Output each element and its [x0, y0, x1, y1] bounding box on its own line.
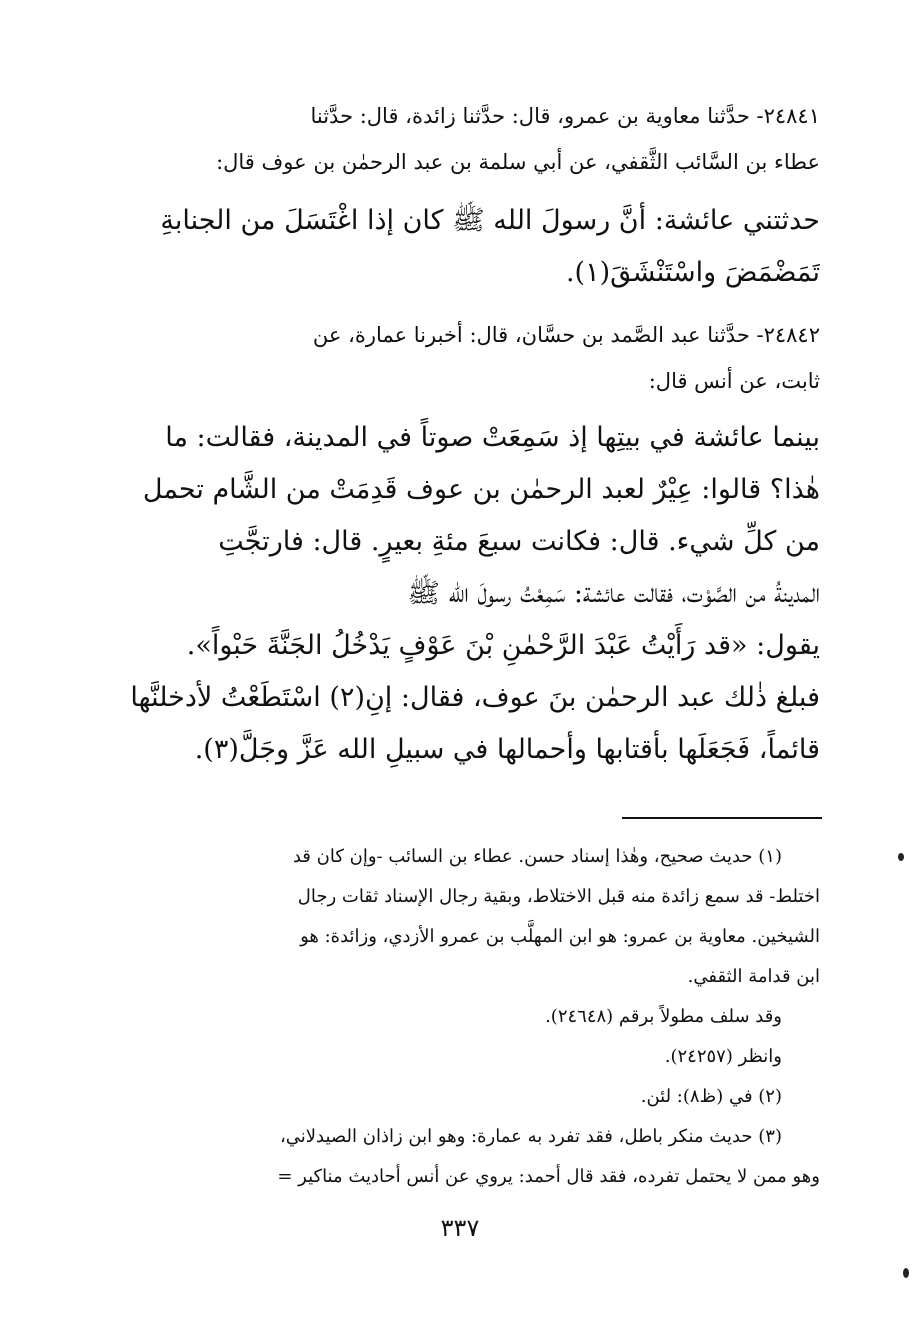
footnote-line: ابن قدامة الثقفي. — [687, 966, 820, 987]
text-line: فبلغ ذٰلك عبد الرحمٰن بنَ عوف، فقال: إنِ(٢) اسْتَطَعْتُ لأدخلنَّها — [130, 682, 820, 713]
footnote-line: (٣) حديث منكر باطل، فقد تفرد به عمارة: وهو ابن زاذان الصيدلاني، — [279, 1126, 782, 1147]
margin-dot — [903, 1268, 909, 1278]
footnote-line: وهو ممن لا يحتمل تفرده، فقد قال أحمد: يروي عن أنس أحاديث مناكير = — [277, 1166, 820, 1187]
text-line: تَمَضْمَضَ واسْتَنْشَقَ(١). — [565, 257, 820, 288]
footnote-line: الشيخين. معاوية بن عمرو: هو ابن المهلَّب بن عمرو الأزدي، وزائدة: هو — [300, 926, 820, 947]
text-line: حدثتني عائشة: أنَّ رسولَ الله ﷺ كان إذا اغْتَسَلَ من الجنابةِ — [160, 205, 820, 236]
footnotes — [120, 837, 820, 1197]
text-line: قائماً، فَجَعَلَها بأقتابها وأحمالها في سبيلِ الله عَزَّ وجَلَّ(٣). — [194, 734, 820, 765]
text-line: ٢٤٨٤١- حدَّثنا معاوية بن عمرو، قال: حدَّثنا زائدة، قال: حدَّثنا — [310, 104, 820, 128]
hadith-24842-matn — [120, 412, 820, 776]
text-line: من كلِّ شيء. قال: فكانت سبعَ مئةِ بعيرٍ. قال: فارتجَّتِ — [218, 526, 820, 557]
text-line: يقول: «قد رَأَيْتُ عَبْدَ الرَّحْمٰنِ بْنَ عَوْفٍ يَدْخُلُ الجَنَّةَ حَبْواً». — [186, 630, 820, 661]
text-line: بينما عائشة في بيتِها إذ سَمِعَتْ صوتاً في المدينة، فقالت: ما — [165, 422, 820, 453]
footnote-line: وانظر (٢٤٢٥٧). — [664, 1046, 782, 1067]
footnote-line: اختلط- قد سمع زائدة منه قبل الاختلاط، وبقية رجال الإسناد ثقات رجال — [297, 886, 820, 907]
page-number: ٣٣٧ — [440, 1214, 480, 1242]
footnote-line: وقد سلف مطولاً برقم (٢٤٦٤٨). — [545, 1006, 782, 1027]
hadith-24842-isnad — [128, 312, 820, 404]
margin-dot — [898, 853, 904, 861]
hadith-24841-matn — [120, 195, 820, 299]
footnote-separator — [622, 817, 822, 819]
text-line: المدينةُ من الصَّوْت، فقالت عائشة: سَمِعْتُ رسولَ الله ﷺ — [407, 578, 820, 609]
text-line: هٰذا؟ قالوا: عِيْرٌ لعبد الرحمٰن بن عوف قَدِمَتْ من الشَّام تحمل — [142, 474, 820, 505]
footnote-line: (١) حديث صحيح، وهٰذا إسناد حسن. عطاء بن السائب -وإن كان قد — [292, 846, 782, 867]
text-line: عطاء بن السَّائب الثَّقفي، عن أبي سلمة بن عبد الرحمٰن بن عوف قال: — [216, 150, 820, 174]
text-line: ٢٤٨٤٢- حدَّثنا عبد الصَّمد بن حسَّان، قال: أخبرنا عمارة، عن — [312, 323, 820, 347]
hadith-24841-isnad — [128, 93, 820, 185]
footnote-2: (٢) في (ظ٨): لئن. — [640, 1086, 782, 1107]
text-line: ثابت، عن أنس قال: — [648, 369, 820, 393]
